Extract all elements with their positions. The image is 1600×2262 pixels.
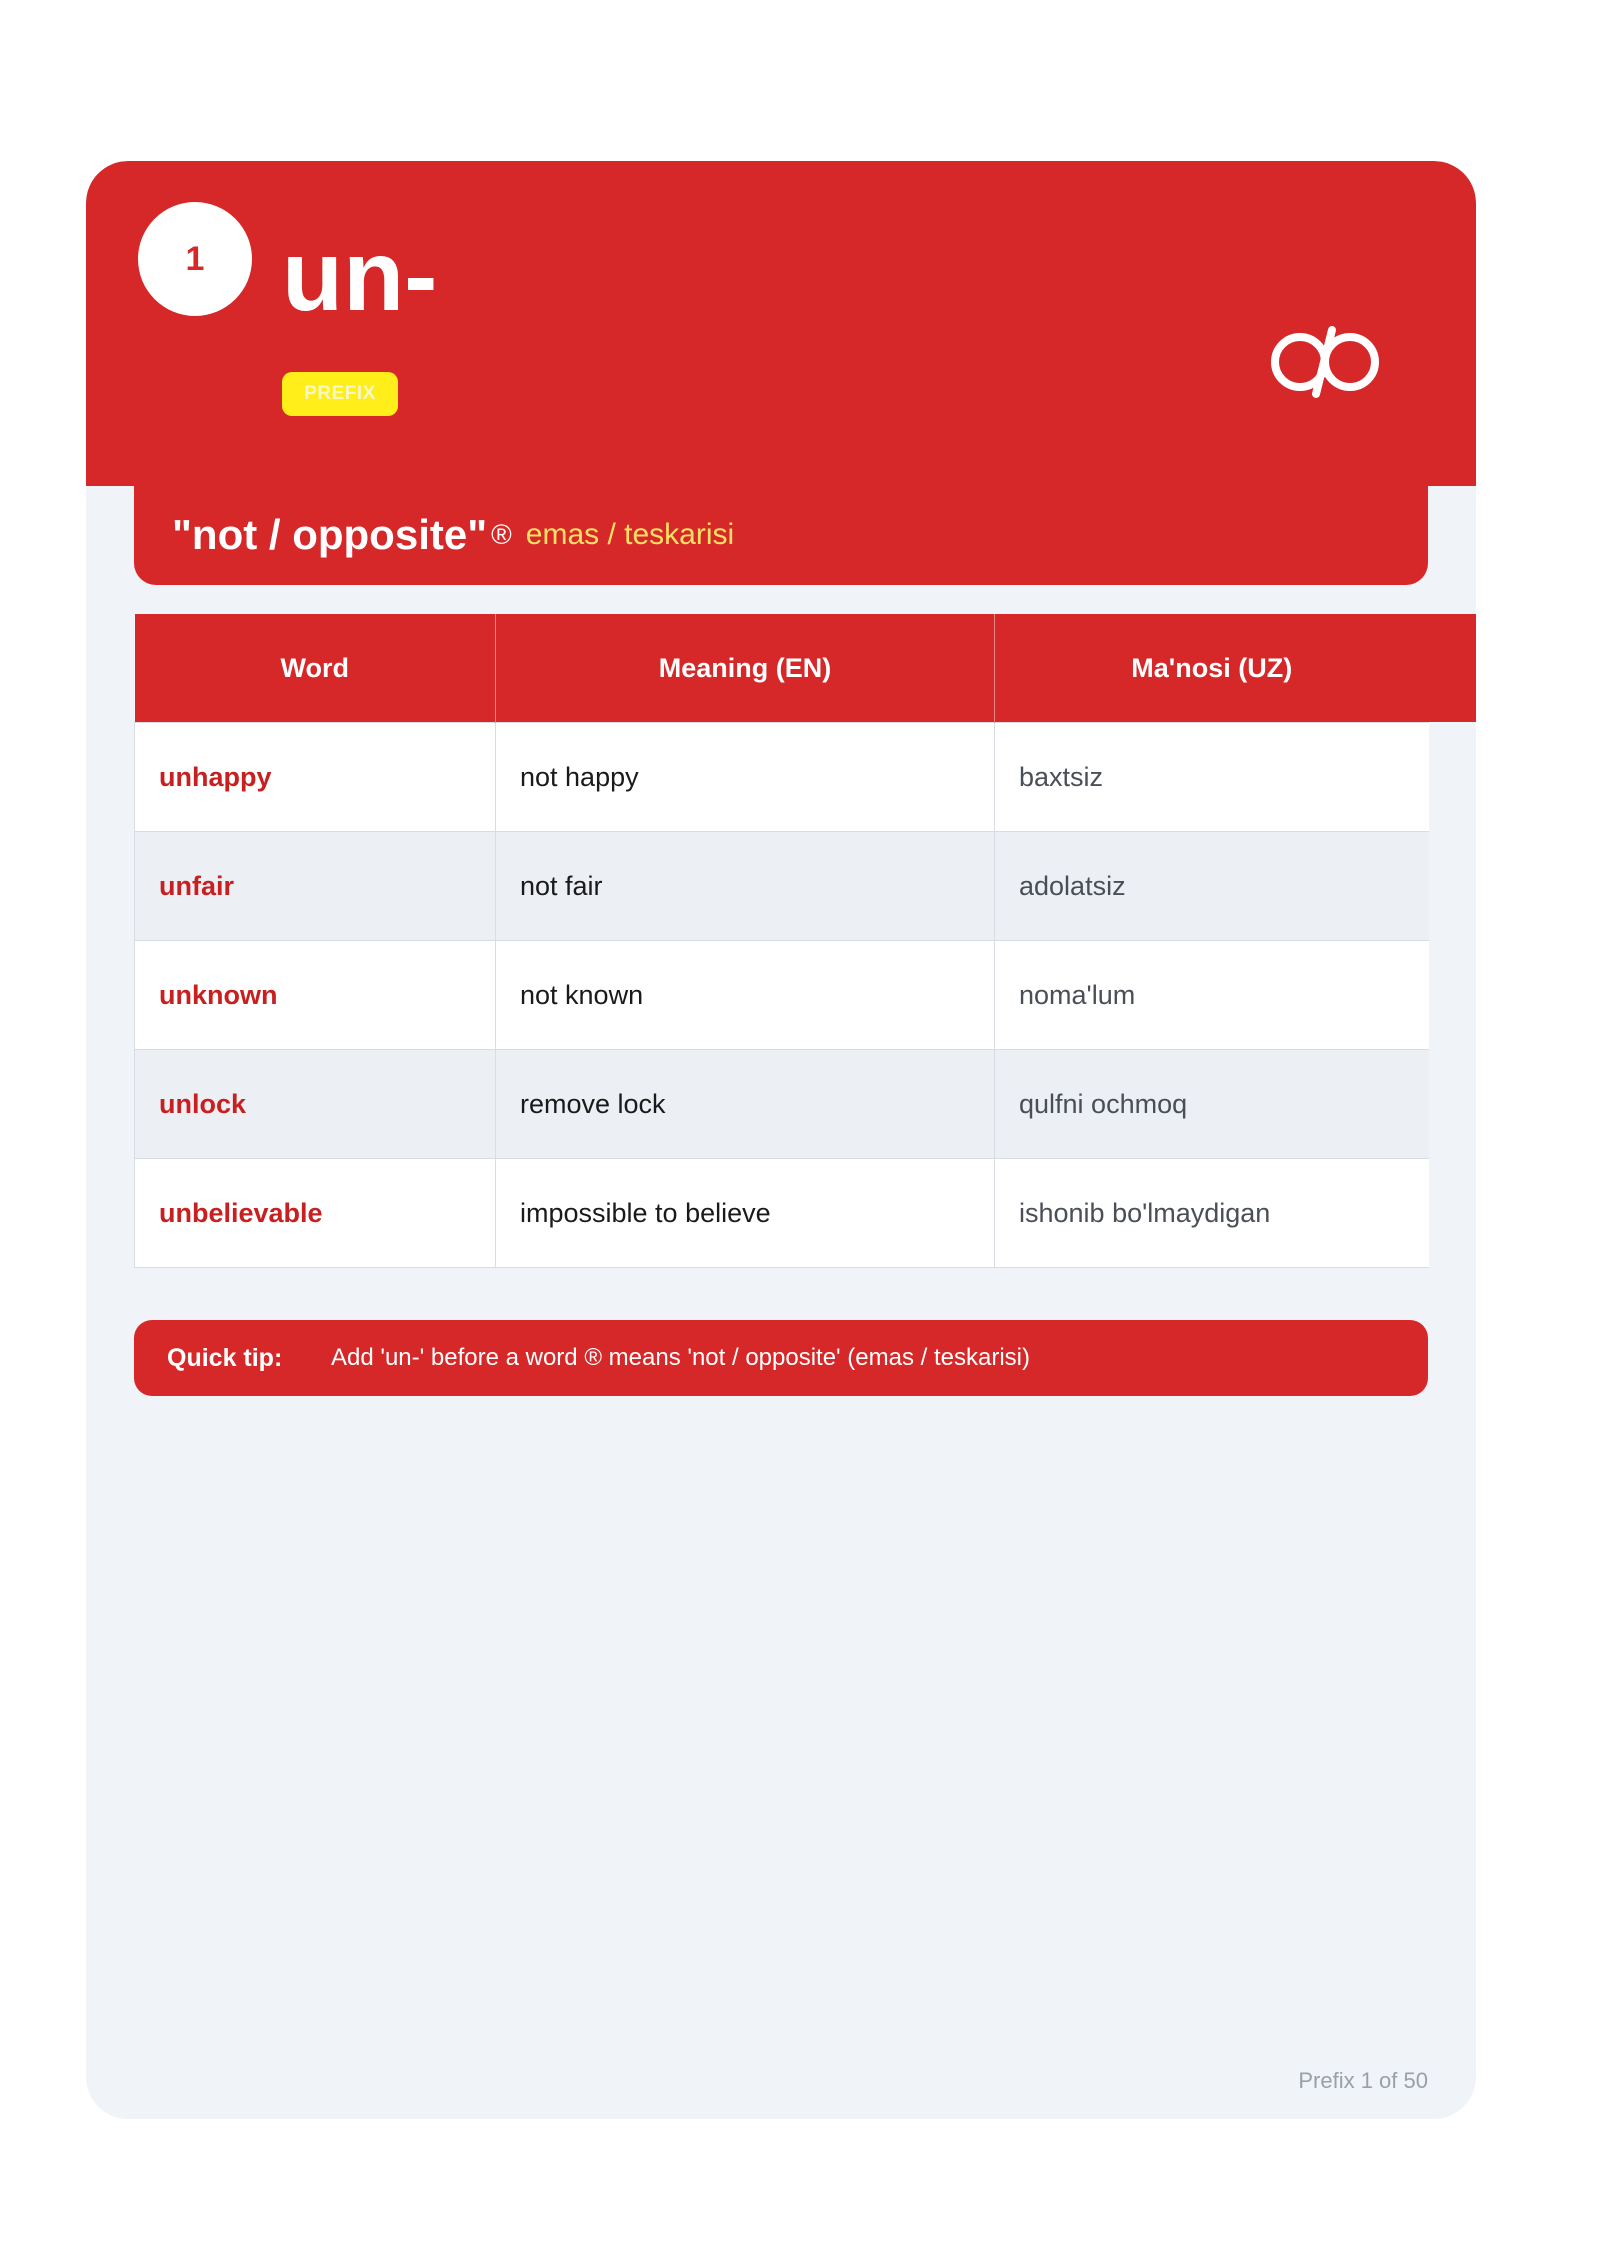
table-row [135,1050,1429,1159]
table-header-extension [1428,614,1476,722]
prefix-title: un- [282,220,438,332]
column-header-meaning-uz: Ma'nosi (UZ) [995,614,1429,723]
meaning-uz-cell: adolatsiz [995,832,1429,941]
quick-tip-text: Add 'un-' before a word ® means 'not / opposite' (emas / teskarisi) [331,1344,1030,1371]
quick-tip-bar [134,1320,1428,1396]
word-cell: unknown [135,941,496,1050]
word-cell: unhappy [135,723,496,832]
word-cell: unfair [135,832,496,941]
meaning-en-cell: not known [496,941,995,1050]
meaning-en-cell: not fair [496,832,995,941]
meaning-banner [134,485,1428,585]
word-table [134,614,1429,1268]
meaning-uz-cell: ishonib bo'lmaydigan [995,1159,1429,1268]
table-row [135,832,1429,941]
table-row [135,1159,1429,1268]
meaning-en-cell: not happy [496,723,995,832]
meaning-uz-cell: qulfni ochmoq [995,1050,1429,1159]
meaning-symbol: ® [491,519,512,550]
word-cell: unbelievable [135,1159,496,1268]
prefix-tag: PREFIX [282,372,398,416]
meaning-en-cell: impossible to believe [496,1159,995,1268]
word-cell: unlock [135,1050,496,1159]
card-header [86,161,1476,486]
meaning-uz-cell: noma'lum [995,941,1429,1050]
column-header-word: Word [135,614,496,723]
table-header-row [135,614,1429,723]
page-counter: Prefix 1 of 50 [1298,2068,1428,2093]
quick-tip-label: Quick tip: [167,1343,283,1372]
table-row [135,723,1429,832]
meaning-uzbek: emas / teskarisi [525,518,735,551]
table-row [135,941,1429,1050]
prefix-number-badge: 1 [138,202,252,316]
infinity-logo-icon [1266,326,1386,398]
meaning-en-cell: remove lock [496,1050,995,1159]
meaning-uz-cell: baxtsiz [995,723,1429,832]
meaning-english: "not / opposite" [172,511,488,558]
column-header-meaning-en: Meaning (EN) [496,614,995,723]
